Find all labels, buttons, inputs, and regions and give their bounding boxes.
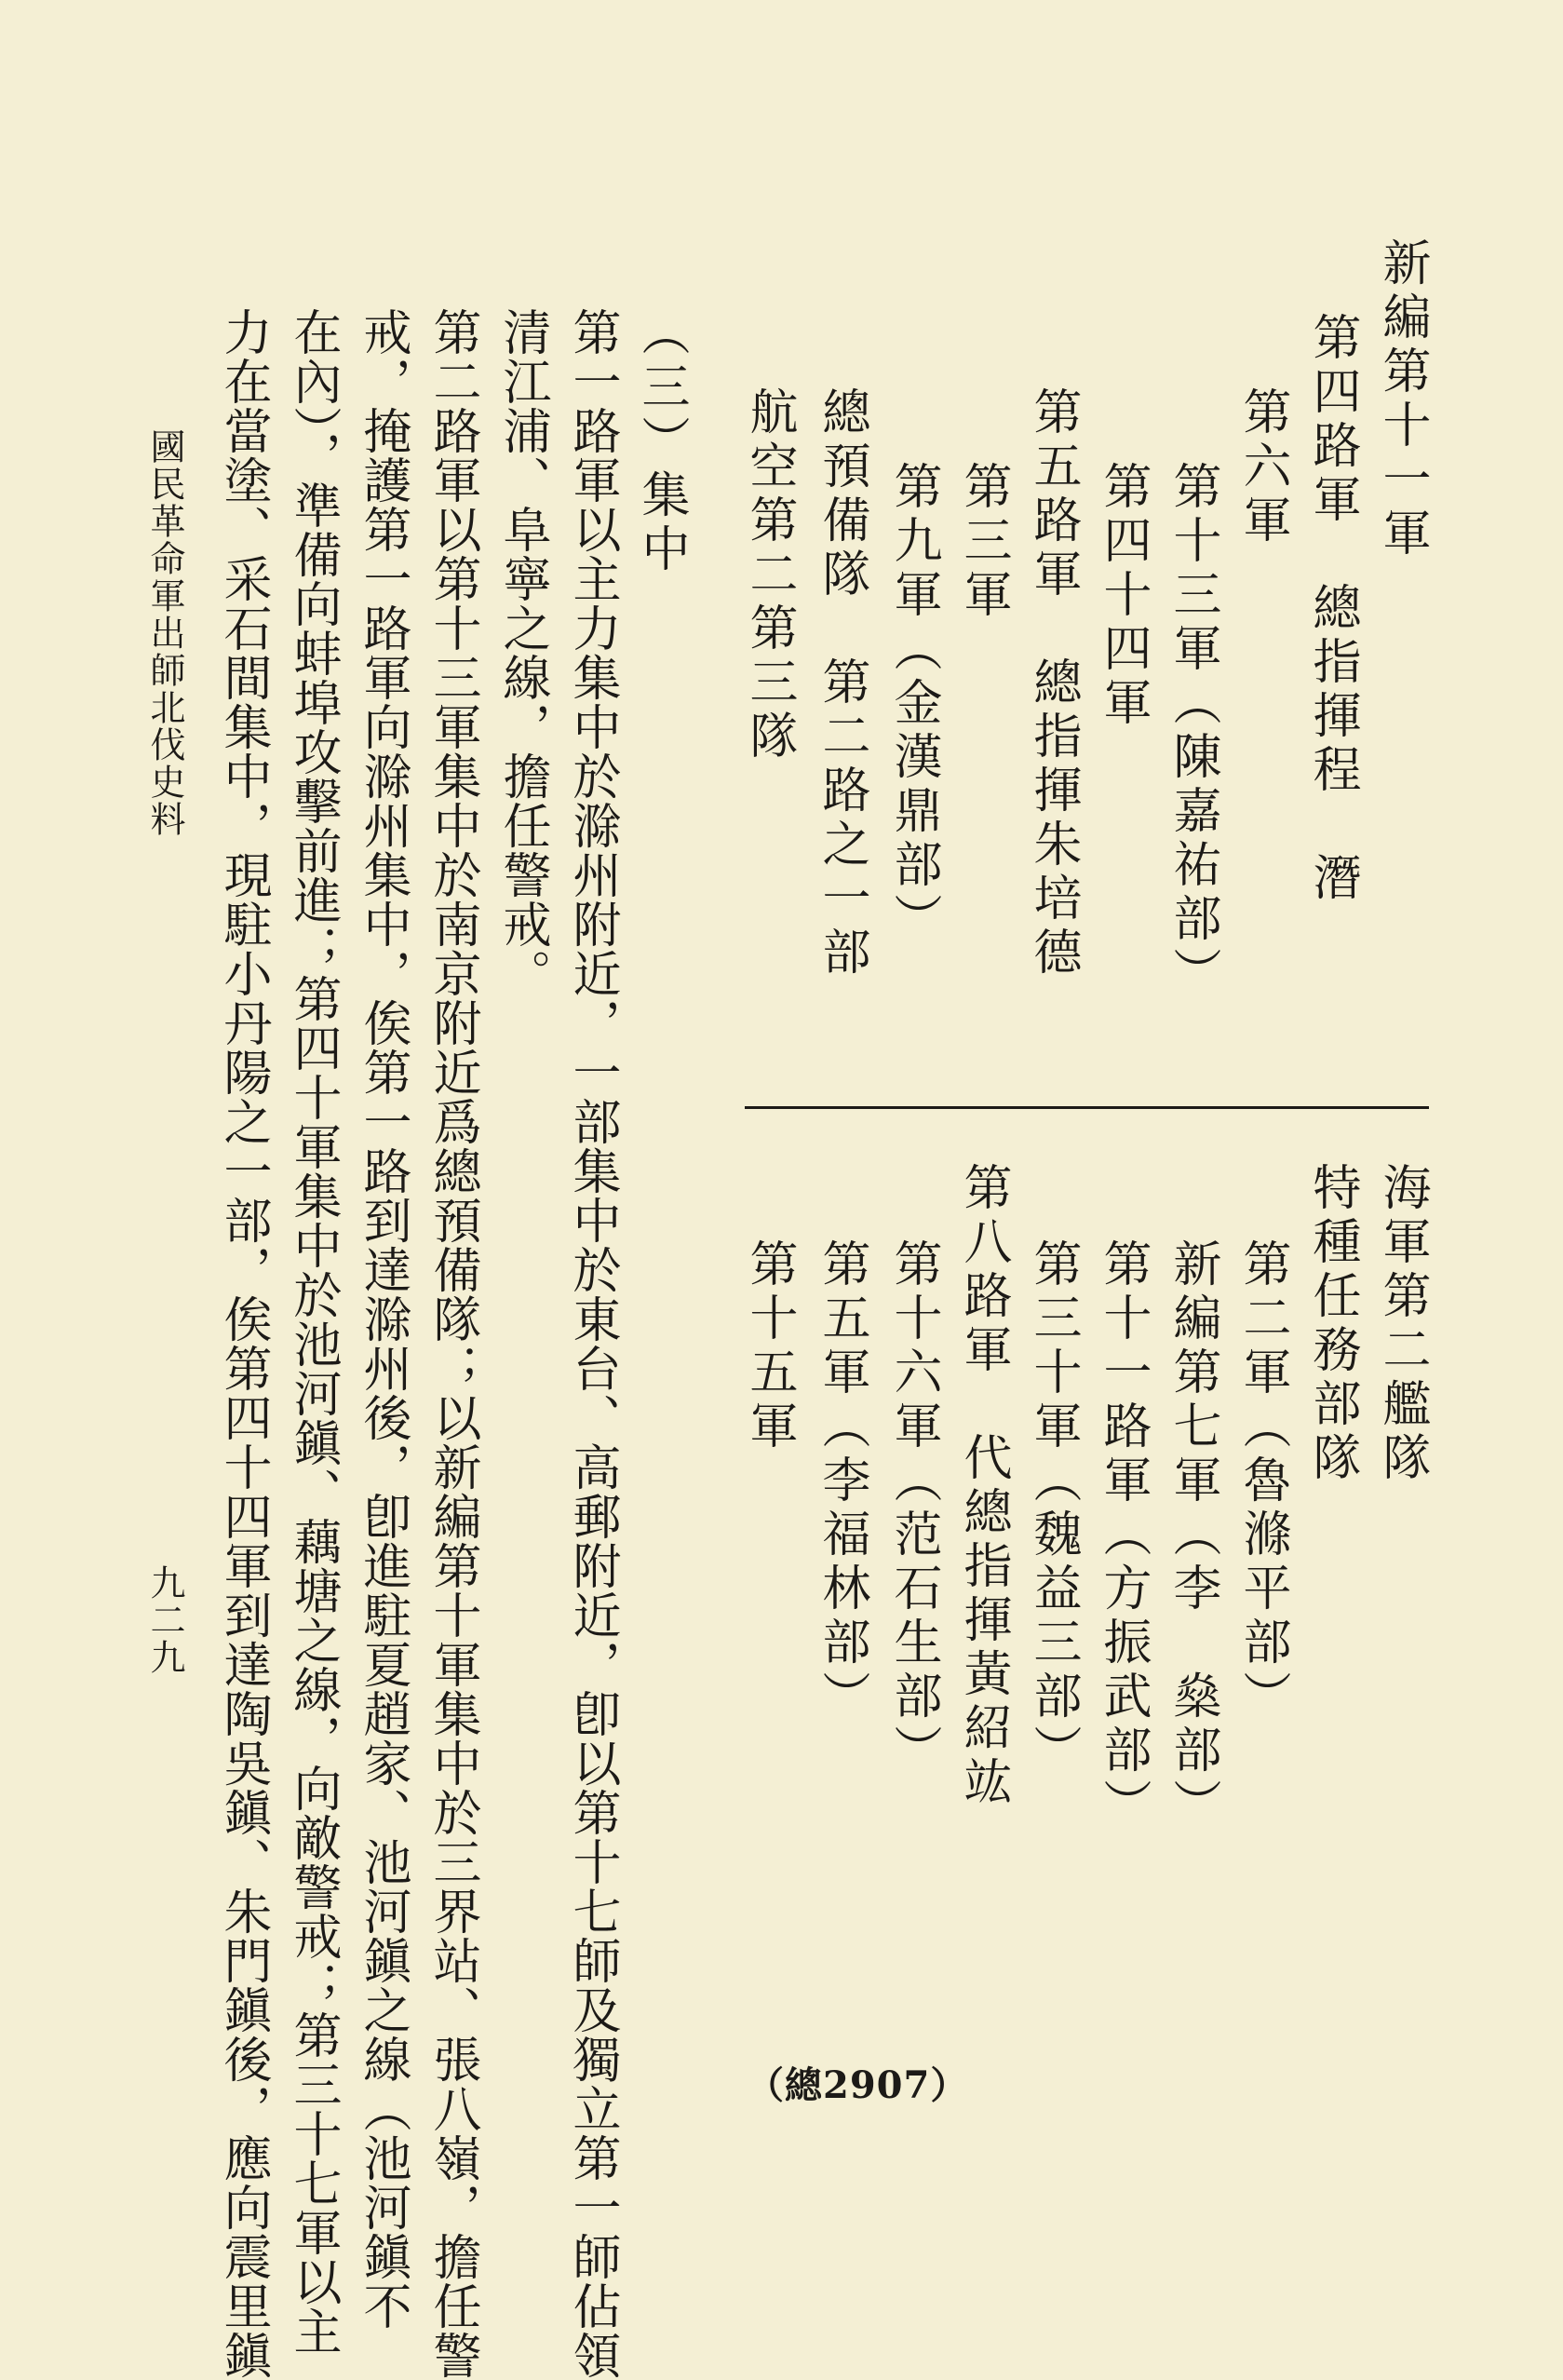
body-line-2: 清江浦、阜寧之線，擔任警戒。 xyxy=(494,307,550,998)
right-line-5: 第十一路軍（方振武部） xyxy=(1095,1238,1151,1832)
body-line-5: 在內），準備向蚌埠攻擊前進；第四十軍集中於池河鎭、藕塘之線，向敵警戒；第三十七軍以主 xyxy=(285,307,341,2356)
right-line-1: 海軍第二艦隊 xyxy=(1374,1162,1430,1486)
right-line-9: 第五軍（李福林部） xyxy=(814,1238,869,1724)
body-line-3: 第二路軍以第十三軍集中於南京附近爲總預備隊；以新編第十軍集中於三界站、張八嶺，擔任警 xyxy=(424,307,480,2380)
top-line-3: 第六軍 xyxy=(1234,386,1290,548)
total-page-number: （總2907） xyxy=(747,2063,969,2107)
section-heading: （三）集中 xyxy=(633,307,689,577)
right-line-3: 第二軍（魯滌平部） xyxy=(1234,1238,1290,1724)
section-divider xyxy=(745,1106,1429,1109)
running-title: 國民革命軍出師北伐史料 xyxy=(144,428,185,838)
right-line-10: 第十五軍 xyxy=(741,1238,797,1454)
right-line-8: 第十六軍（范石生部） xyxy=(885,1238,941,1778)
top-line-10: 航空第二第三隊 xyxy=(741,386,797,764)
right-line-4: 新編第七軍（李 燊部） xyxy=(1165,1238,1220,1832)
right-line-2: 特種任務部隊 xyxy=(1304,1162,1360,1486)
top-line-9: 總預備隊 第二路之一部 xyxy=(814,386,869,980)
page-number: 九二九 xyxy=(144,1564,185,1676)
top-line-8: 第九軍（金漢鼎部） xyxy=(885,461,941,947)
body-line-4: 戒，掩護第一路軍向滁州集中，俟第一路到達滁州後，卽進駐夏趙家、池河鎭之線（池河鎭不 xyxy=(355,307,411,2331)
body-line-6: 力在當塗、采石間集中，現駐小丹陽之一部，俟第四十四軍到達陶吳鎭、朱門鎭後，應向震里鎭 xyxy=(215,307,271,2380)
right-line-6: 第三十軍（魏益三部） xyxy=(1025,1238,1081,1778)
top-line-1: 新編第十一軍 xyxy=(1374,237,1430,561)
top-line-5: 第四十四軍 xyxy=(1095,461,1151,731)
top-line-2: 第四路軍 總指揮程 潛 xyxy=(1304,312,1360,906)
top-line-7: 第三軍 xyxy=(955,461,1011,623)
body-line-1: 第一路軍以主力集中於滁州附近，一部集中於東台、高郵附近，卽以第十七師及獨立第一師佔領 xyxy=(564,307,620,2380)
top-line-4: 第十三軍（陳嘉祐部） xyxy=(1165,461,1220,1001)
top-line-6: 第五路軍 總指揮朱培德 xyxy=(1025,386,1081,980)
right-line-7: 第八路軍 代總指揮黃紹竑 xyxy=(955,1162,1011,1810)
